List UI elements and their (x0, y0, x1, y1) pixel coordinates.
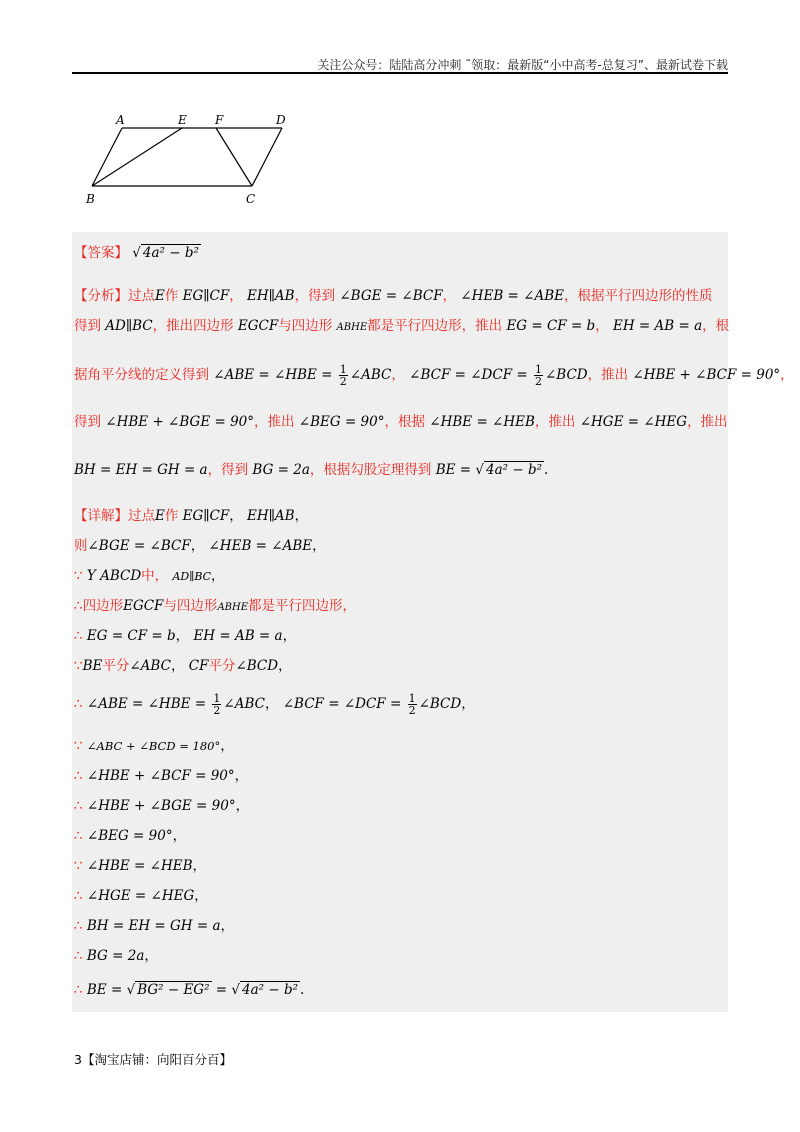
label-f: F (215, 113, 224, 127)
edge-ab (92, 128, 122, 186)
detail-line-8: ∵ ∠ABC + ∠BCD = 180°， (74, 738, 234, 754)
detail-line-7: ∴ ∠ABE = ∠HBE = $\frac{1}{2}$ ∠ABC， ∠BCF = ∠DCF = $\frac{1}{2}$ ∠BCD， (74, 692, 475, 717)
detail-line-14: ∴ BH = EH = GH = a， (74, 918, 234, 934)
label-a: A (116, 113, 125, 127)
edge-dc (252, 128, 282, 186)
page-footer: 3【淘宝店铺：向阳百分百】 (74, 1052, 232, 1067)
analysis-line-2: 得到 AD∥BC，推出四边形 EGCF与四边形 ABHE都是平行四边形，推出 EG = CF = b， EH = AB = a，根 (74, 318, 730, 334)
fraction-half: $\frac{1}{2}$ (534, 363, 542, 388)
detail-line-6: ∵BE平分∠ABC， CF平分∠BCD， (74, 658, 292, 674)
detail-line-5: ∴ EG = CF = b， EH = AB = a， (74, 628, 297, 644)
detail-line-3: ∵ Y ABCD中， AD∥BC， (74, 568, 225, 584)
page-header: 关注公众号：陆陆高分冲刺 ˜领取：最新版“小中高考-总复习”、最新试卷下载 (317, 58, 728, 72)
parallelogram-figure (78, 108, 308, 212)
label-e: E (178, 113, 187, 127)
analysis-line-1: 【分析】过点E作 EG∥CF， EH∥AB，得到 ∠BGE = ∠BCF， ∠HEB = ∠ABE，根据平行四边形的性质 (74, 288, 713, 304)
fraction-half: $\frac{1}{2}$ (213, 692, 221, 717)
fraction-half: $\frac{1}{2}$ (339, 363, 347, 388)
detail-line-2: 则∠BGE = ∠BCF， ∠HEB = ∠ABE， (74, 538, 326, 554)
header-rule (72, 72, 728, 74)
detail-line-1: 【详解】过点E作 EG∥CF， EH∥AB， (74, 508, 309, 524)
fraction-half: $\frac{1}{2}$ (408, 692, 416, 717)
analysis-line-4: 得到 ∠HBE + ∠BGE = 90°，推出 ∠BEG = 90°，根据 ∠HBE = ∠HEB，推出 ∠HGE = ∠HEG，推出 (74, 414, 728, 430)
detail-line-12: ∵ ∠HBE = ∠HEB， (74, 858, 207, 874)
answer-line (74, 243, 201, 263)
segment-be (92, 128, 182, 186)
detail-line-9: ∴ ∠HBE + ∠BCF = 90°， (74, 768, 249, 784)
segment-cf (216, 128, 252, 186)
detail-line-15: ∴ BG = 2a， (74, 948, 158, 964)
label-c: C (246, 192, 256, 206)
answer-value: √ 4a² − b² (132, 245, 199, 261)
detail-line-16: ∴ BE = √ BG² − EG² = √ 4a² − b² . (74, 982, 305, 998)
detail-line-10: ∴ ∠HBE + ∠BGE = 90°， (74, 798, 250, 814)
analysis-line-5: BH = EH = GH = a，得到 BG = 2a，根据勾股定理得到 BE = √ 4a² − b² . (74, 462, 549, 478)
analysis-line-3: 据角平分线的定义得到 ∠ABE = ∠HBE = $\frac{1}{2}$ ∠ABC， ∠BCF = ∠DCF = $\frac{1}{2}$ ∠BCD，推出 ∠HBE + ∠BCF = 90°， (74, 363, 794, 388)
figure-svg (78, 108, 308, 212)
label-d: D (276, 113, 286, 127)
detail-line-11: ∴ ∠BEG = 90°， (74, 828, 187, 844)
answer-label: 【答案】 (74, 245, 128, 261)
detail-line-4: ∴四边形EGCF与四边形ABHE都是平行四边形， (74, 598, 357, 614)
detail-line-13: ∴ ∠HGE = ∠HEG， (74, 888, 208, 904)
label-b: B (86, 192, 95, 206)
